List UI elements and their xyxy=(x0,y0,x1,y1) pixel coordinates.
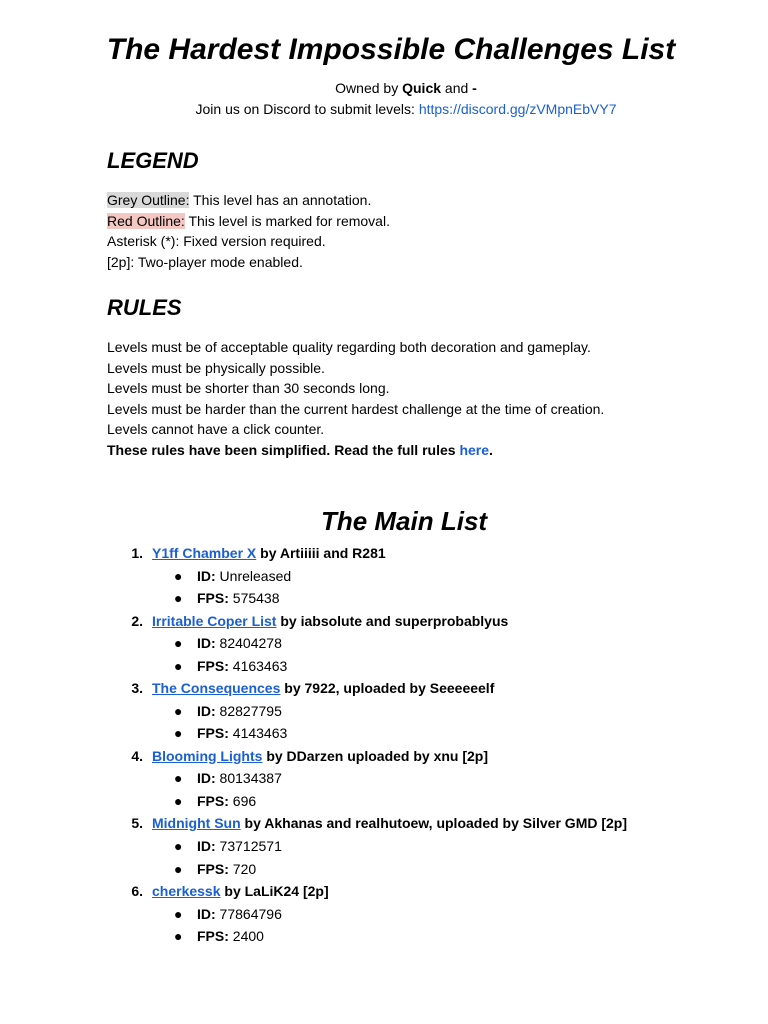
level-link[interactable]: cherkessk xyxy=(152,882,221,899)
rule-item: Levels must be of acceptable quality regarding both decoration and gameplay. xyxy=(107,339,591,355)
full-rules-link[interactable]: here xyxy=(459,441,490,458)
level-fps xyxy=(197,587,280,610)
bullet-icon: ● xyxy=(174,657,183,674)
owned-prefix: Owned by xyxy=(335,80,403,96)
fps-label: FPS: xyxy=(197,860,229,877)
level-id xyxy=(197,835,282,858)
grey-outline-label: Grey Outline: xyxy=(107,192,190,208)
id-label: ID: xyxy=(197,770,216,787)
id-label: ID: xyxy=(197,567,216,584)
fps-value: 575438 xyxy=(228,590,280,607)
legend-heading: LEGEND xyxy=(107,148,199,173)
list-item xyxy=(0,745,768,813)
fps-label: FPS: xyxy=(197,725,229,742)
id-label: ID: xyxy=(197,635,216,652)
legend-red-line xyxy=(107,211,390,232)
id-value: 77864796 xyxy=(215,905,282,922)
id-value: 82827795 xyxy=(215,702,282,719)
level-creators: by Artiiiii and R281 xyxy=(256,545,386,561)
list-item xyxy=(0,880,768,948)
level-id xyxy=(197,903,282,926)
level-fps xyxy=(197,790,256,813)
bullet-icon: ● xyxy=(174,837,183,854)
id-label: ID: xyxy=(197,702,216,719)
bullet-icon: ● xyxy=(174,635,183,652)
page-title: The Hardest Impossible Challenges List xyxy=(106,33,676,66)
red-outline-text: This level is marked for removal. xyxy=(184,212,390,229)
level-creators: by iabsolute and superprobablyus xyxy=(276,612,509,629)
id-label: ID: xyxy=(197,837,216,854)
bullet-icon: ● xyxy=(174,905,183,922)
owner-name: Quick xyxy=(402,80,442,96)
entry-number: 3. xyxy=(131,680,143,697)
id-value: 73712571 xyxy=(215,837,282,854)
bullet-icon: ● xyxy=(174,725,183,742)
id-label: ID: xyxy=(197,905,216,922)
bullet-icon: ● xyxy=(174,792,183,809)
discord-prefix: Join us on Discord to submit levels: xyxy=(195,101,419,117)
list-item xyxy=(0,677,768,745)
entry-body xyxy=(152,677,494,700)
fps-value: 696 xyxy=(228,792,257,809)
co-owner-name: - xyxy=(472,80,477,96)
discord-link[interactable]: https://discord.gg/zVMpnEbVY7 xyxy=(418,101,617,117)
level-creators: by DDarzen uploaded by xnu [2p] xyxy=(262,747,489,764)
level-link[interactable]: Y1ff Chamber X xyxy=(152,545,257,561)
bullet-icon: ● xyxy=(174,567,183,584)
fps-value: 4163463 xyxy=(228,657,288,674)
level-link[interactable]: Irritable Coper List xyxy=(152,612,277,629)
level-id xyxy=(197,700,282,723)
legend-asterisk-line: Asterisk (*): Fixed version required. xyxy=(107,233,326,250)
owned-by-line xyxy=(0,78,768,98)
level-fps xyxy=(197,655,287,678)
level-id xyxy=(197,565,291,588)
id-value: Unreleased xyxy=(215,567,292,584)
level-link[interactable]: Blooming Lights xyxy=(152,747,263,764)
level-creators: by LaLiK24 [2p] xyxy=(220,882,329,899)
entry-body xyxy=(152,812,627,835)
list-item xyxy=(0,542,768,610)
rule-item: Levels must be harder than the current hardest challenge at the time of creation. xyxy=(107,400,605,417)
bullet-icon: ● xyxy=(174,860,183,877)
level-creators: by Akhanas and realhutoew, uploaded by Silver GMD [2p] xyxy=(240,815,628,832)
main-list-heading: The Main List xyxy=(320,506,488,536)
entry-body xyxy=(152,542,386,565)
fps-label: FPS: xyxy=(197,657,229,674)
bullet-icon: ● xyxy=(174,770,183,787)
owned-middle: and xyxy=(441,80,473,96)
id-value: 82404278 xyxy=(215,635,282,652)
list-item xyxy=(0,812,768,880)
entry-number: 2. xyxy=(131,612,143,629)
legend-grey-line xyxy=(107,190,390,211)
grey-outline-text: This level has an annotation. xyxy=(189,192,372,208)
level-id xyxy=(197,632,282,655)
entry-number: 5. xyxy=(131,815,143,832)
entry-number: 4. xyxy=(131,747,143,764)
entry-number: 1. xyxy=(131,545,143,561)
rule-item: Levels must be physically possible. xyxy=(107,359,325,376)
level-fps xyxy=(197,925,264,948)
legend-two-player-line: [2p]: Two-player mode enabled. xyxy=(107,253,303,270)
rules-note-prefix: These rules have been simplified. Read the full rules xyxy=(107,441,460,458)
level-fps xyxy=(197,858,256,881)
rules-list xyxy=(107,337,604,461)
rules-note-suffix: . xyxy=(489,441,493,458)
entry-number: 6. xyxy=(131,882,143,899)
rule-item: Levels must be shorter than 30 seconds long. xyxy=(107,380,390,397)
entry-body xyxy=(152,745,488,768)
bullet-icon: ● xyxy=(174,702,183,719)
entry-body xyxy=(152,610,508,633)
list-item xyxy=(0,610,768,678)
main-list xyxy=(0,542,768,948)
fps-label: FPS: xyxy=(197,590,229,607)
legend-list xyxy=(107,190,390,272)
rules-note xyxy=(107,440,604,461)
bullet-icon: ● xyxy=(174,590,183,607)
red-outline-label: Red Outline: xyxy=(107,212,185,229)
fps-label: FPS: xyxy=(197,792,229,809)
level-fps xyxy=(197,722,287,745)
rule-item: Levels cannot have a click counter. xyxy=(107,421,325,438)
fps-value: 720 xyxy=(228,860,257,877)
level-link[interactable]: The Consequences xyxy=(152,680,281,697)
discord-line xyxy=(0,99,768,119)
fps-value: 2400 xyxy=(228,928,264,945)
level-id xyxy=(197,767,282,790)
fps-value: 4143463 xyxy=(228,725,288,742)
level-link[interactable]: Midnight Sun xyxy=(152,815,241,832)
id-value: 80134387 xyxy=(215,770,282,787)
fps-label: FPS: xyxy=(197,928,229,945)
entry-body xyxy=(152,880,329,903)
level-creators: by 7922, uploaded by Seeeeeelf xyxy=(280,680,495,697)
bullet-icon: ● xyxy=(174,928,183,945)
rules-heading: RULES xyxy=(107,295,182,320)
